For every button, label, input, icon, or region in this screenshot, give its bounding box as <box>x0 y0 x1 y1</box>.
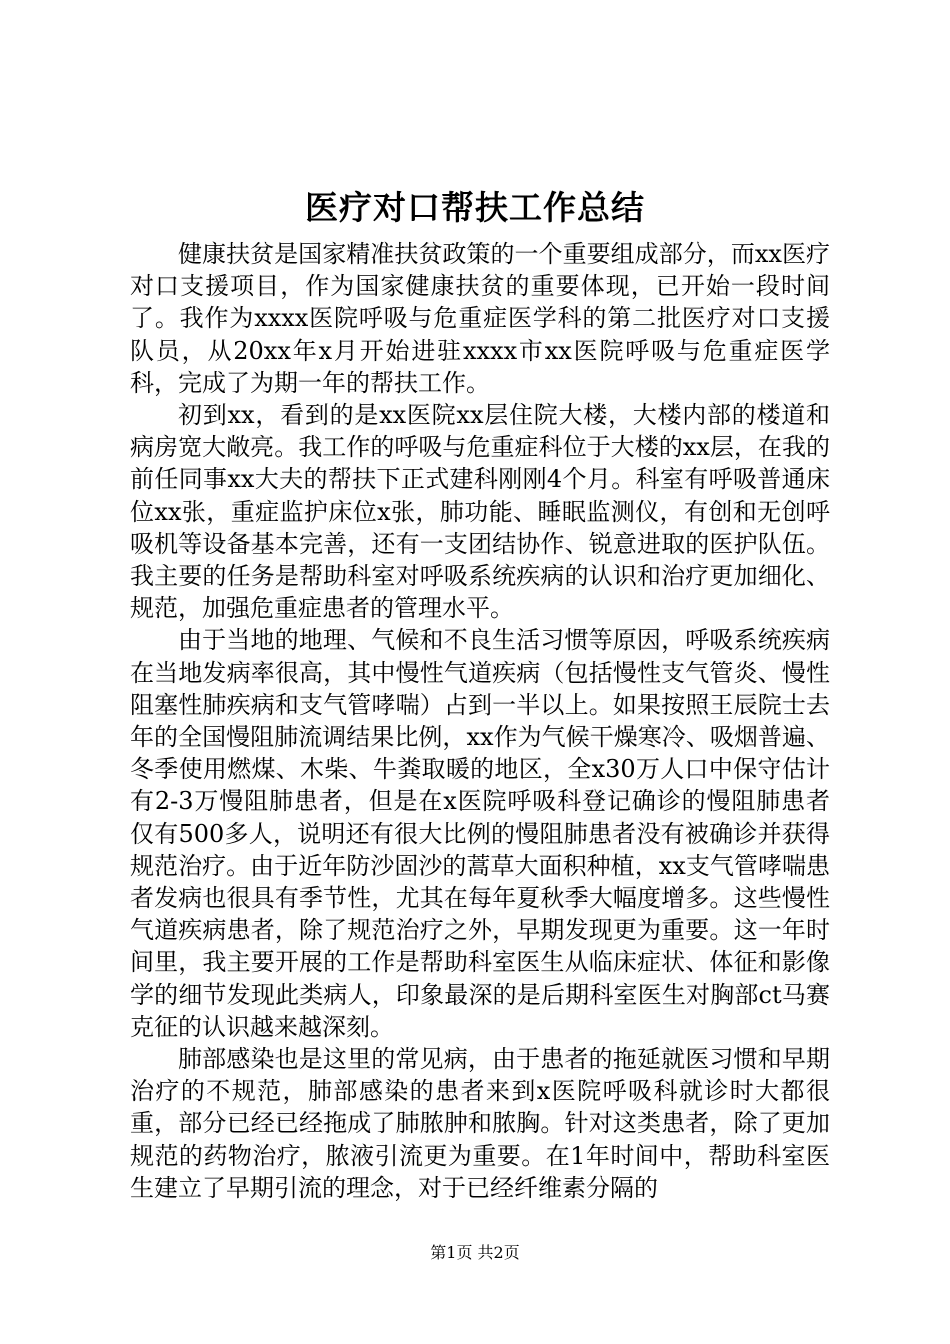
paragraph-4: 肺部感染也是这里的常见病，由于患者的拖延就医习惯和早期治疗的不规范，肺部感染的患者来到x医院呼吸科就诊时大都很重，部分已经已经拖成了肺脓肿和脓胸。针对这类患者，除了更加规范的药物治疗，脓液引流更为重要。在1年时间中，帮助科室医生建立了早期引流的理念，对于已经纤维素分隔的 <box>130 1045 830 1202</box>
paragraph-1: 健康扶贫是国家精准扶贫政策的一个重要组成部分，而xx医疗对口支援项目，作为国家健康扶贫的重要体现，已开始一段时间了。我作为xxxx医院呼吸与危重症医学科的第二批医疗对口支援队员，从20xx年x月开始进驻xxxx市xx医院呼吸与危重症医学科，完成了为期一年的帮扶工作。 <box>130 240 830 397</box>
page-footer: 第1页 共2页 <box>430 1243 520 1262</box>
paragraph-3: 由于当地的地理、气候和不良生活习惯等原因，呼吸系统疾病在当地发病率很高，其中慢性气道疾病（包括慢性支气管炎、慢性阻塞性肺疾病和支气管哮喘）占到一半以上。如果按照王辰院士去年的全国慢阻肺流调结果比例，xx作为气候干燥寒冷、吸烟普遍、冬季使用燃煤、木柴、牛粪取暖的地区，全x30万人口中保守估计有2-3万慢阻肺患者，但是在x医院呼吸科登记确诊的慢阻肺患者仅有500多人，说明还有很大比例的慢阻肺患者没有被确诊并获得规范治疗。由于近年防沙固沙的蒿草大面积种植，xx支气管哮喘患者发病也很具有季节性，尤其在每年夏秋季大幅度增多。这些慢性气道疾病患者，除了规范治疗之外，早期发现更为重要。这一年时间里，我主要开展的工作是帮助科室医生从临床症状、体征和影像学的细节发现此类病人，印象最深的是后期科室医生对胸部ct马赛克征的认识越来越深刻。 <box>130 626 830 1041</box>
document-body <box>130 238 830 1204</box>
paragraph-2: 初到xx，看到的是xx医院xx层住院大楼，大楼内部的楼道和病房宽大敞亮。我工作的呼吸与危重症科位于大楼的xx层，在我的前任同事xx大夫的帮扶下正式建科刚刚4个月。科室有呼吸普通床位xx张，重症监护床位x张，肺功能、睡眠监测仪，有创和无创呼吸机等设备基本完善，还有一支团结协作、锐意进取的医护队伍。我主要的任务是帮助科室对呼吸系统疾病的认识和治疗更加细化、规范，加强危重症患者的管理水平。 <box>130 401 830 623</box>
document-title: 医疗对口帮扶工作总结 <box>305 188 645 227</box>
